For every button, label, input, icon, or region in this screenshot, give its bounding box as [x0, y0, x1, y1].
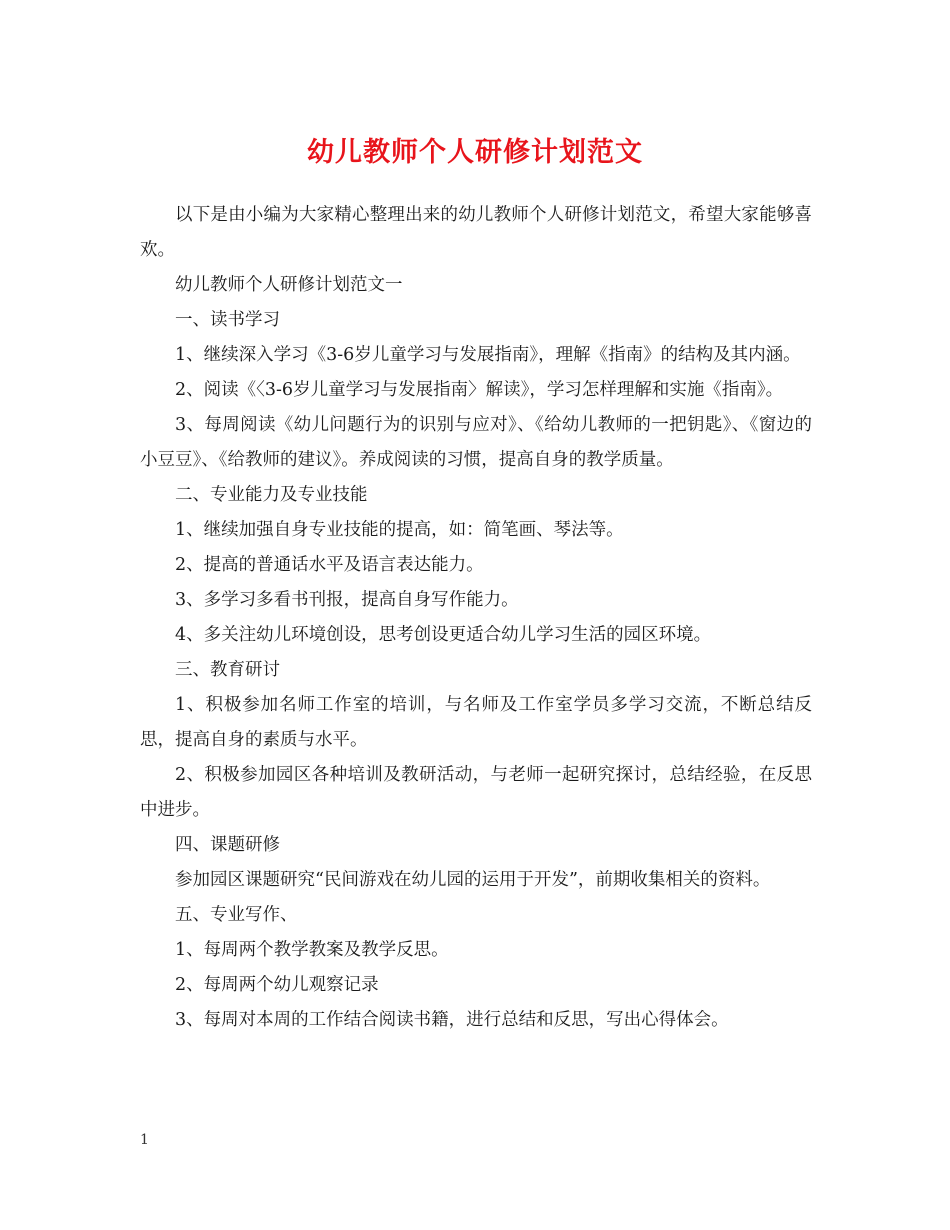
- paragraph: 1、积极参加名师工作室的培训，与名师及工作室学员多学习交流，不断总结反思，提高自身的素质与水平。: [140, 695, 812, 750]
- paragraph: 3、每周阅读《幼儿问题行为的识别与应对》、《给幼儿教师的一把钥匙》、《窗边的小豆豆》、《给教师的建议》。养成阅读的习惯，提高自身的教学质量。: [140, 415, 812, 470]
- section-heading-reading: 一、读书学习: [175, 310, 280, 330]
- document-body: [140, 198, 812, 1038]
- document-title: 幼儿教师个人研修计划范文: [307, 137, 643, 168]
- paragraph: 3、每周对本周的工作结合阅读书籍，进行总结和反思，写出心得体会。: [175, 1010, 729, 1030]
- section-heading-skills: 二、专业能力及专业技能: [175, 485, 368, 505]
- section-heading-research: 三、教育研讨: [175, 660, 280, 680]
- paragraph: 1、继续深入学习《3-6岁儿童学习与发展指南》，理解《指南》的结构及其内涵。: [175, 345, 801, 365]
- paragraph: 参加园区课题研究“民间游戏在幼儿园的运用于开发”，前期收集相关的资料。: [175, 870, 771, 890]
- paragraph: 1、每周两个教学教案及教学反思。: [175, 940, 449, 960]
- paragraph: 2、提高的普通话水平及语言表达能力。: [175, 555, 484, 575]
- paragraph: 1、继续加强自身专业技能的提高，如：简笔画、琴法等。: [175, 520, 624, 540]
- page-number: 1: [140, 1132, 149, 1148]
- paragraph: 4、多关注幼儿环境创设，思考创设更适合幼儿学习生活的园区环境。: [175, 625, 712, 645]
- paragraph-intro: 以下是由小编为大家精心整理出来的幼儿教师个人研修计划范文，希望大家能够喜欢。: [140, 205, 812, 260]
- paragraph-subtitle: 幼儿教师个人研修计划范文一: [175, 275, 403, 295]
- paragraph: 2、每周两个幼儿观察记录: [175, 975, 379, 995]
- paragraph: 2、阅读《〈3-6岁儿童学习与发展指南〉解读》，学习怎样理解和实施《指南》。: [175, 380, 784, 400]
- paragraph: 2、积极参加园区各种培训及教研活动，与老师一起研究探讨，总结经验，在反思中进步。: [140, 765, 812, 820]
- paragraph: 3、多学习多看书刊报，提高自身写作能力。: [175, 590, 519, 610]
- section-heading-project: 四、课题研修: [175, 835, 280, 855]
- section-heading-writing: 五、专业写作、: [175, 905, 298, 925]
